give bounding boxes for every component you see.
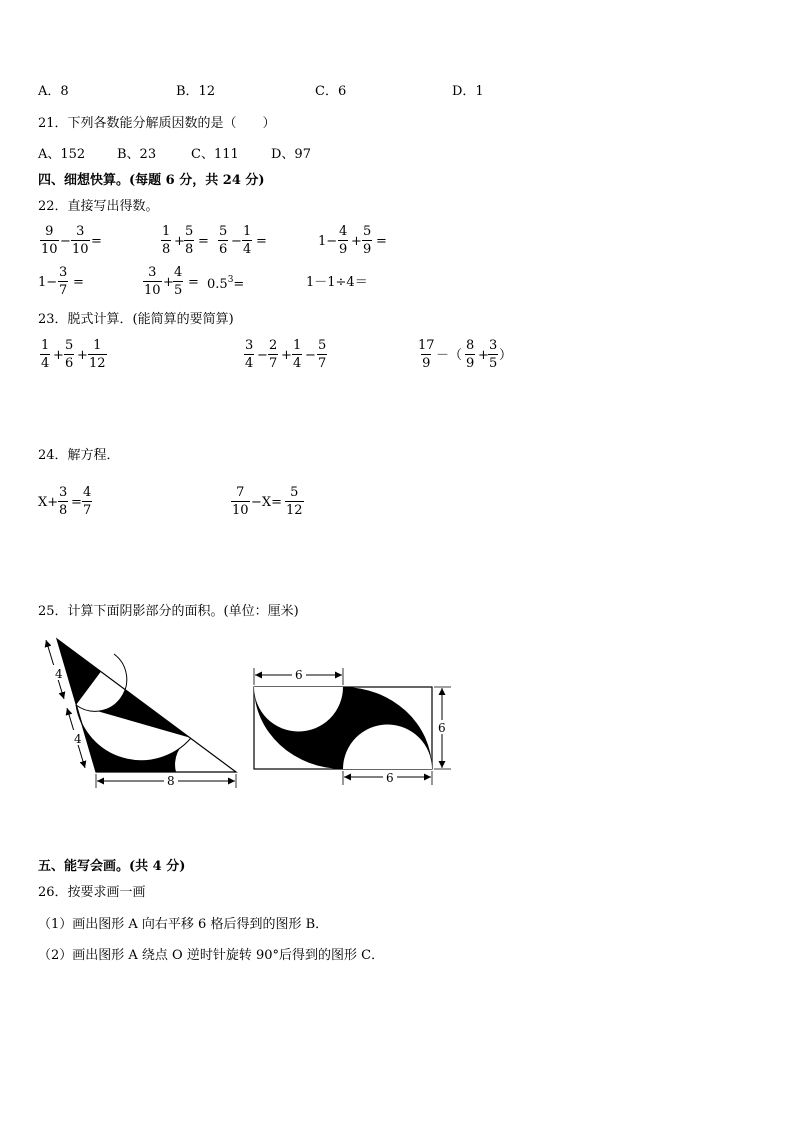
power-base: 0.5 [207, 277, 228, 292]
numerator: 3 [148, 265, 157, 280]
denominator: 4 [41, 356, 50, 371]
q20-option-d: D．1 [452, 84, 484, 99]
closing-paren: ） [499, 348, 513, 363]
denominator: 7 [59, 283, 68, 298]
denominator: 6 [65, 356, 74, 371]
denominator: 6 [219, 242, 228, 257]
operator: + [77, 348, 88, 363]
denominator: 8 [185, 242, 194, 257]
q21-option-a: A、152 [38, 147, 86, 162]
operator: + [351, 234, 362, 249]
q20-option-a: A．8 [38, 84, 69, 99]
numerator: 4 [83, 485, 92, 500]
operator: －（ [436, 348, 463, 363]
leading-term: 1− [38, 275, 58, 290]
numerator: 5 [65, 338, 74, 353]
q22-stem: 22．直接写出得数。 [38, 199, 159, 214]
q24-stem: 24．解方程． [38, 448, 120, 463]
denominator: 5 [174, 283, 183, 298]
section-4-title: 四、细想快算。(每题 6 分，共 24 分) [38, 173, 265, 188]
denominator: 8 [162, 242, 171, 257]
numerator: 4 [339, 224, 348, 239]
equals-sign: = [188, 275, 199, 290]
section-5-title: 五、能写会画。(共 4 分) [38, 859, 186, 874]
denominator: 10 [41, 242, 58, 257]
fig2-label-top: 6 [295, 668, 303, 682]
denominator: 9 [422, 356, 431, 371]
denominator: 4 [245, 356, 254, 371]
q26-part-2: （2）画出图形 A 绕点 O 逆时针旋转 90°后得到的图形 C． [38, 948, 385, 963]
numerator: 9 [45, 224, 54, 239]
equals-sign: = [73, 275, 84, 290]
numerator: 3 [59, 485, 68, 500]
numerator: 3 [59, 265, 68, 280]
numerator: 5 [185, 224, 194, 239]
q26-part-1: （1）画出图形 A 向右平移 6 格后得到的图形 B． [38, 917, 329, 932]
operator: − [305, 348, 316, 363]
denominator: 9 [363, 242, 372, 257]
q21-stem: 21．下列各数能分解质因数的是（ ） [38, 116, 276, 131]
numerator: 5 [363, 224, 372, 239]
denominator: 4 [243, 242, 252, 257]
fig1-label-base: 8 [167, 774, 175, 788]
leading-term: 1− [318, 234, 338, 249]
operator: + [163, 275, 174, 290]
numerator: 17 [418, 338, 435, 353]
q21-option-b: B、23 [117, 147, 157, 162]
equation-middle: −X= [251, 495, 283, 510]
denominator: 12 [89, 356, 106, 371]
denominator: 12 [286, 503, 303, 518]
operator: + [53, 348, 64, 363]
numerator: 3 [489, 338, 498, 353]
q21-option-d: D、97 [271, 147, 311, 162]
numerator: 3 [76, 224, 85, 239]
numerator: 7 [236, 485, 245, 500]
numerator: 1 [162, 224, 171, 239]
numerator: 5 [219, 224, 228, 239]
equals-sign: = [91, 234, 102, 249]
operator: − [60, 234, 71, 249]
q22-expression-8: 1－1÷4＝ [306, 275, 368, 290]
numerator: 1 [243, 224, 252, 239]
fig2-label-bottom: 6 [386, 771, 394, 785]
denominator: 9 [339, 242, 348, 257]
denominator: 10 [232, 503, 249, 518]
numerator: 4 [174, 265, 183, 280]
numerator: 1 [93, 338, 102, 353]
q21-option-c: C、111 [191, 147, 239, 162]
numerator: 3 [245, 338, 254, 353]
equals-sign: = [233, 277, 245, 292]
q20-option-c: C．6 [315, 84, 347, 99]
denominator: 9 [466, 356, 475, 371]
operator: + [174, 234, 185, 249]
operator: + [281, 348, 292, 363]
denominator: 7 [83, 503, 92, 518]
denominator: 8 [59, 503, 68, 518]
q25-stem: 25．计算下面阴影部分的面积。(单位：厘米) [38, 604, 299, 619]
operator: − [257, 348, 268, 363]
q20-option-b: B．12 [176, 84, 216, 99]
equals-sign: = [256, 234, 267, 249]
leading-term: X+ [38, 495, 59, 510]
numerator: 5 [318, 338, 327, 353]
numerator: 5 [290, 485, 299, 500]
operator: − [231, 234, 242, 249]
equals-sign: = [198, 234, 209, 249]
q23-stem: 23．脱式计算．(能简算的要简算) [38, 312, 234, 327]
equals-sign: = [71, 495, 82, 510]
numerator: 2 [269, 338, 278, 353]
denominator: 10 [144, 283, 161, 298]
fig1-label-side-bottom: 4 [74, 732, 82, 746]
fig1-label-side-top: 4 [55, 667, 63, 681]
denominator: 4 [293, 356, 302, 371]
power-exponent: 3 [227, 275, 234, 285]
denominator: 7 [269, 356, 278, 371]
numerator: 1 [41, 338, 50, 353]
denominator: 7 [318, 356, 327, 371]
denominator: 5 [489, 356, 498, 371]
equals-sign: = [376, 234, 387, 249]
numerator: 8 [466, 338, 475, 353]
denominator: 10 [72, 242, 89, 257]
fig2-label-right: 6 [438, 721, 446, 735]
numerator: 1 [293, 338, 302, 353]
q26-stem: 26．按要求画一画 [38, 885, 146, 900]
operator: + [478, 348, 489, 363]
